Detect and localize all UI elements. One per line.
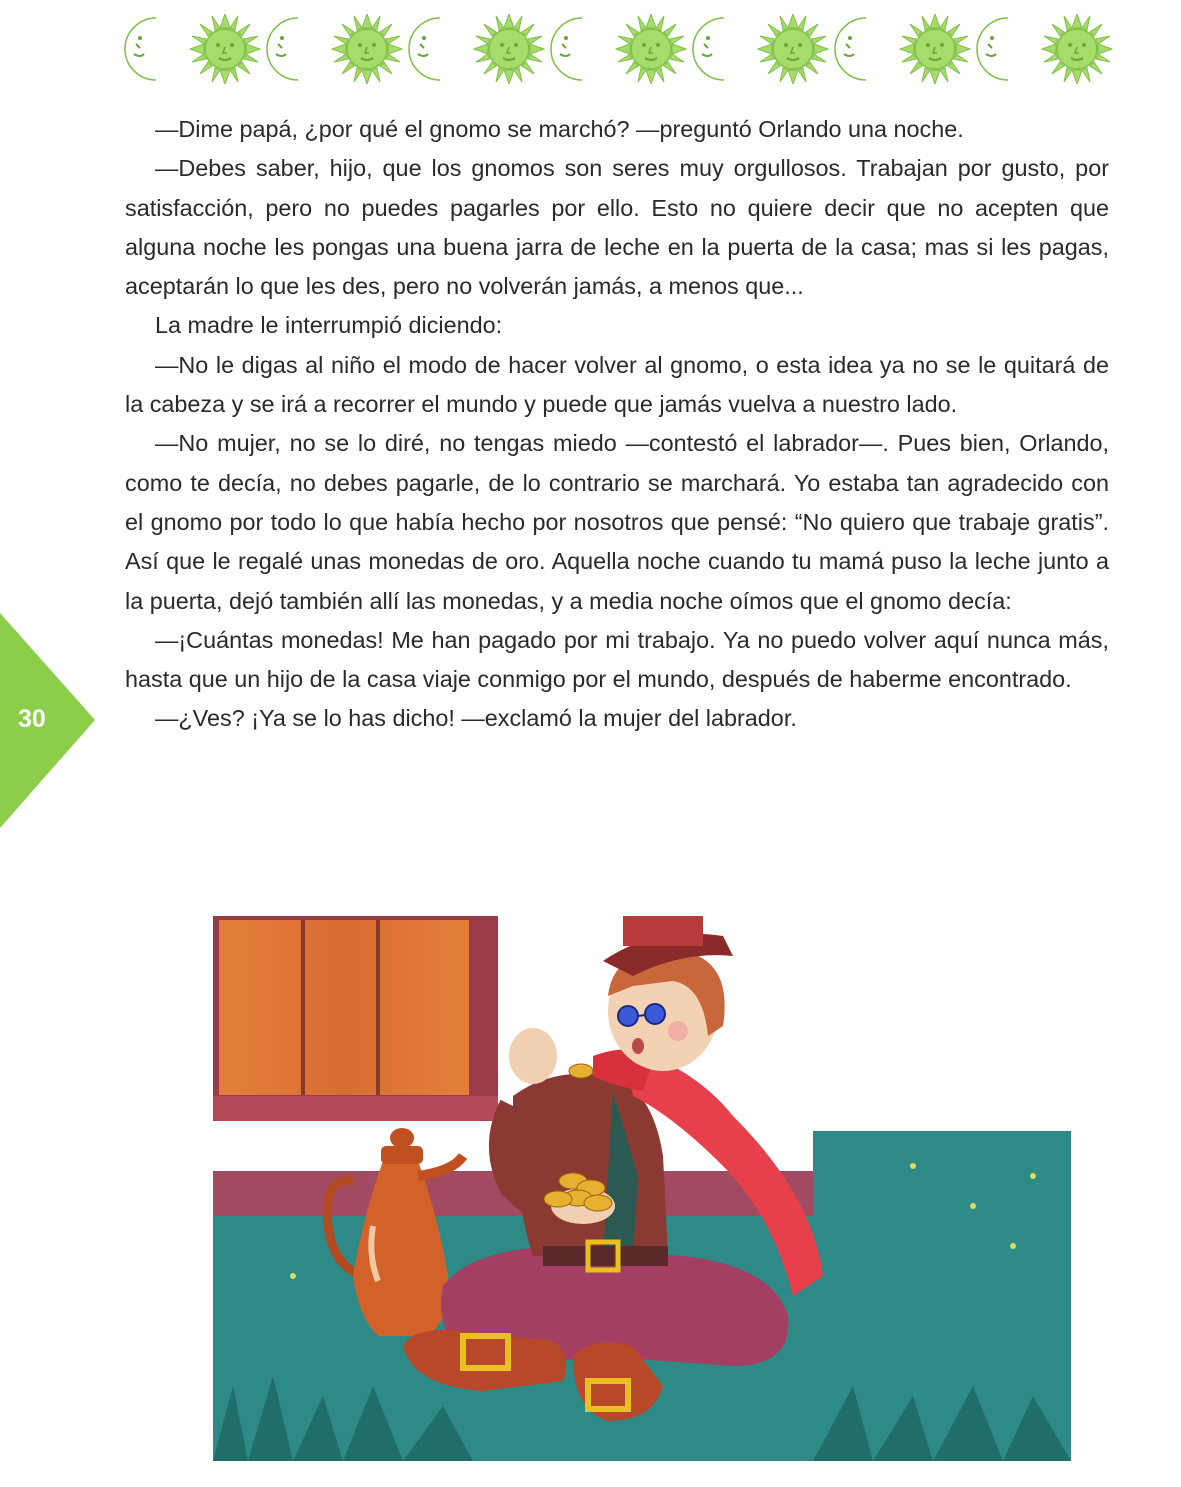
paragraph: La madre le interrumpió diciendo: [155,312,503,339]
sun-face-icon [900,14,970,84]
gnome-illustration [213,916,1071,1468]
story-text [125,110,1109,739]
paragraph: —Debes saber, hijo, que los gnomos son seres muy orgullosos. Trabajan por gusto, por satisfacción, pero no puedes pagarles por ello. Esto no quiere decir que no acepten que alguna noche les pongas una buena jarra de leche en la puerta de la casa; mas si les pagas, aceptarán lo que les des, pero no volverán jamás, a menos que... [125,155,1109,300]
paragraph: —¡Cuántas monedas! Me han pagado por mi trabajo. Ya no puedo volver aquí nunca más, hasta que un hijo de la casa viaje conmigo por el mundo, después de haberme encontrado. [125,626,1109,693]
moon-face-icon [977,18,1008,80]
paragraph: —Dime papá, ¿por qué el gnomo se marchó? —preguntó Orlando una noche. [155,116,964,142]
sun-face-icon [758,14,828,84]
paragraph: —No le digas al niño el modo de hacer volver al gnomo, o esta idea ya no se le quitará de la cabeza y se irá a recorrer el mundo y puede que jamás vuelva a nuestro lado. [125,351,1109,418]
moon-face-icon [693,18,724,80]
sun-face-icon [474,14,544,84]
paragraph: —No mujer, no se lo diré, no tengas miedo —contestó el labrador—. Pues bien, Orlando, como te decía, no debes pagarle, de lo contrario se marchará. Yo estaba tan agradecido con el gnomo por todo lo que había hecho por nosotros que pensé: “No quiero que trabaje gratis”. Así que le regalé unas monedas de oro. Aquella noche cuando tu mamá puso la leche junto a la puerta, dejó también allí las monedas, y a media noche oímos que el gnomo decía: [125,430,1109,614]
sun-face-icon [332,14,402,84]
sun-face-icon [190,14,260,84]
moon-face-icon [835,18,866,80]
paragraph: —¿Ves? ¡Ya se lo has dicho! —exclamó la mujer del labrador. [155,705,797,732]
decorative-border [120,14,1115,84]
moon-face-icon [267,18,298,80]
page-number: 30 [18,705,46,733]
sun-face-icon [1042,14,1112,84]
window [213,916,498,1121]
moon-face-icon [125,18,156,80]
moon-face-icon [551,18,582,80]
sun-face-icon [616,14,686,84]
moon-face-icon [409,18,440,80]
